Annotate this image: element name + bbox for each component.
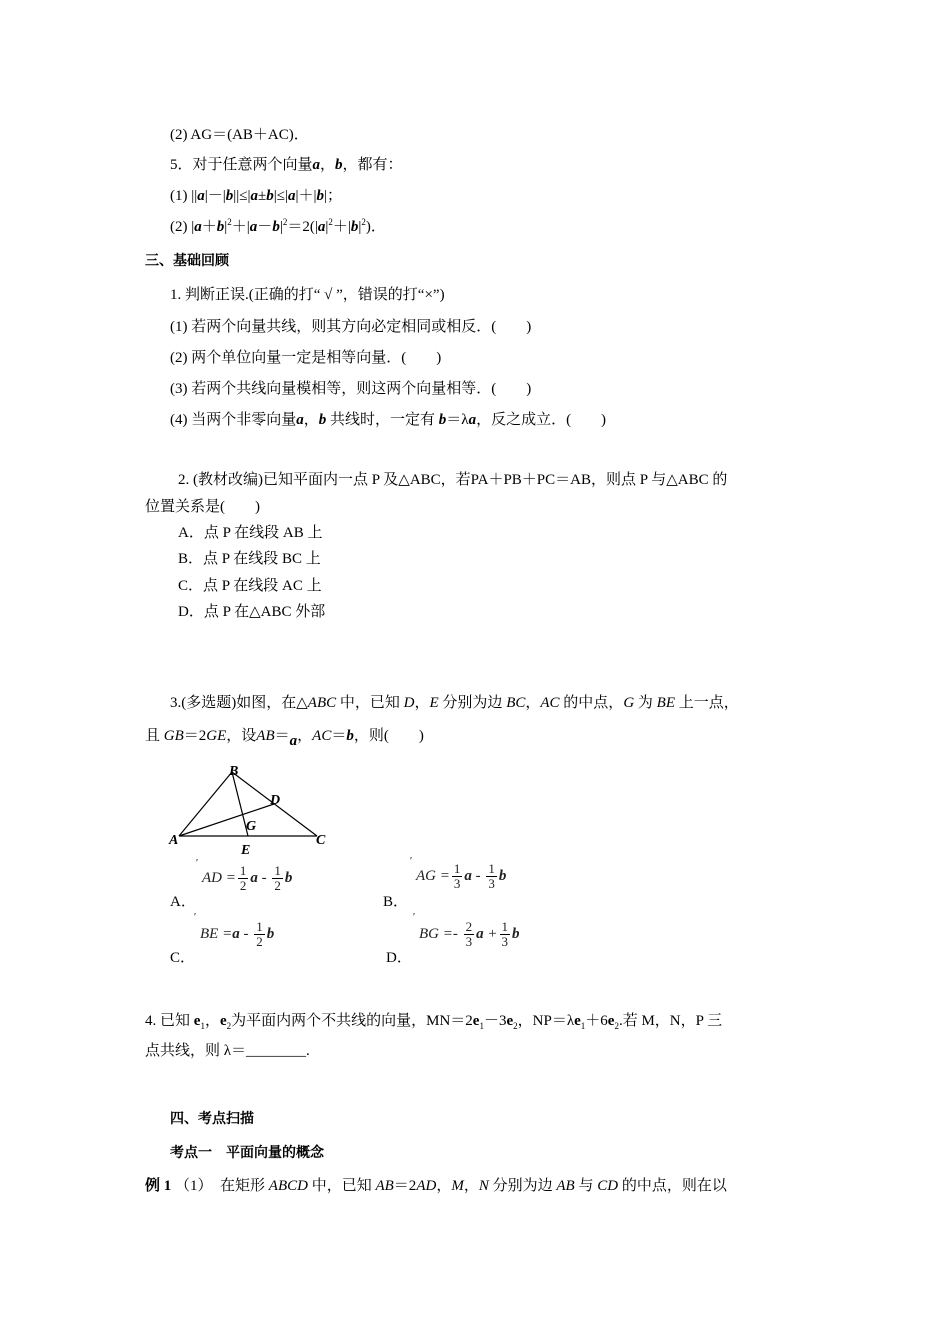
vector-arrow-icon: ′ (196, 858, 199, 869)
section-4-heading: 四、考点扫描 (170, 1111, 254, 1127)
vector-arrow-icon: ′ (413, 912, 416, 923)
label-c: C (316, 833, 326, 848)
q2-option-d: D．点 P 在△ABC 外部 (178, 604, 326, 620)
q3-option-b-expr: AG = $\frac{1}{3}$ a - $\frac{1}{3}$ b (416, 861, 507, 891)
q1-item-2: (2) 两个单位向量一定是相等向量．( ) (170, 350, 442, 366)
label-g: G (246, 819, 257, 834)
item-5-intro: 5．对于任意两个向量a，b，都有： (170, 157, 403, 173)
triangle-figure (165, 760, 340, 860)
q1-item-1: (1) 若两个向量共线，则其方向必定相同或相反．( ) (170, 319, 532, 335)
section-3-heading: 三、基础回顾 (145, 253, 229, 269)
q3-option-d-label: D． (386, 950, 412, 966)
q3-option-d-expr: BG =- $\frac{2}{3}$ a + $\frac{1}{3}$ b (419, 919, 520, 949)
q2-option-c: C．点 P 在线段 AC 上 (178, 578, 322, 594)
q1-item-3: (3) 若两个共线向量模相等，则这两个向量相等．( ) (170, 381, 532, 397)
q4-line-2: 点共线，则 λ＝________. (145, 1043, 310, 1059)
q3-option-c-expr: BE =a - $\frac{1}{2}$ b (200, 919, 275, 949)
example-1-text: 例 1 （1） 在矩形 ABCD 中，已知 AB＝2AD，M，N 分别为边 AB 与 CD 的中点，则在以 (145, 1178, 727, 1194)
label-b: B (229, 764, 239, 779)
label-d: D (270, 793, 281, 808)
label-e: E (241, 843, 251, 858)
q3-option-a-label: A． (170, 894, 196, 910)
vector-arrow-icon: ′ (194, 912, 197, 923)
inequality-1: (1) ||a|－|b||≤|a±b|≤|a|＋|b|； (170, 188, 343, 204)
q2-option-b: B．点 P 在线段 BC 上 (178, 551, 321, 567)
q3-option-a-expr: AD = $\frac{1}{2}$ a - $\frac{1}{2}$ b (202, 863, 293, 893)
median-ad (179, 804, 274, 836)
vector-arrow-icon: ′ (410, 856, 413, 867)
q3-option-b-label: B． (383, 894, 409, 910)
q4-line-1: 4. 已知 $e_1$，$e_2$为平面内两个不共线的向量，$MN=2e_1-3e_2$，$NP=\lambda e_1+6e_2$.若 M，N，P 三 (145, 1013, 723, 1031)
example-1-label: 例 1 (145, 1178, 172, 1194)
q2-option-a: A．点 P 在线段 AB 上 (178, 525, 323, 541)
topic-1-heading: 考点一 平面向量的概念 (170, 1145, 324, 1161)
identity-2: (2) $|a+b|^2+|a-b|^2=2(|a|^2+|b|^2)$． (170, 217, 386, 235)
q1-title: 1. 判断正误.(正确的打“ √ ”，错误的打“×”) (170, 287, 445, 303)
q3-line-1: 3.(多选题)如图，在△ABC 中，已知 D，E 分别为边 BC，AC 的中点，G 为 BE 上一点， (170, 695, 739, 711)
q3-line-2: 且 GB＝2GE，设AB＝a，AC＝b，则( ) (145, 728, 424, 749)
edge-ab (179, 772, 232, 836)
ag-formula: (2) AG＝(AB＋AC)． (170, 127, 309, 143)
q3-option-c-label: C． (170, 950, 196, 966)
q1-item-4: (4) 当两个非零向量a，b 共线时，一定有 b＝λa，反之成立．( ) (170, 412, 607, 428)
label-a: A (169, 833, 179, 848)
q2-line-2: 位置关系是( ) (145, 499, 260, 515)
q2-line-1: 2. (教材改编)已知平面内一点 P 及△ABC，若PA＋PB＋PC＝AB，则点 P 与△ABC 的 (178, 472, 728, 488)
